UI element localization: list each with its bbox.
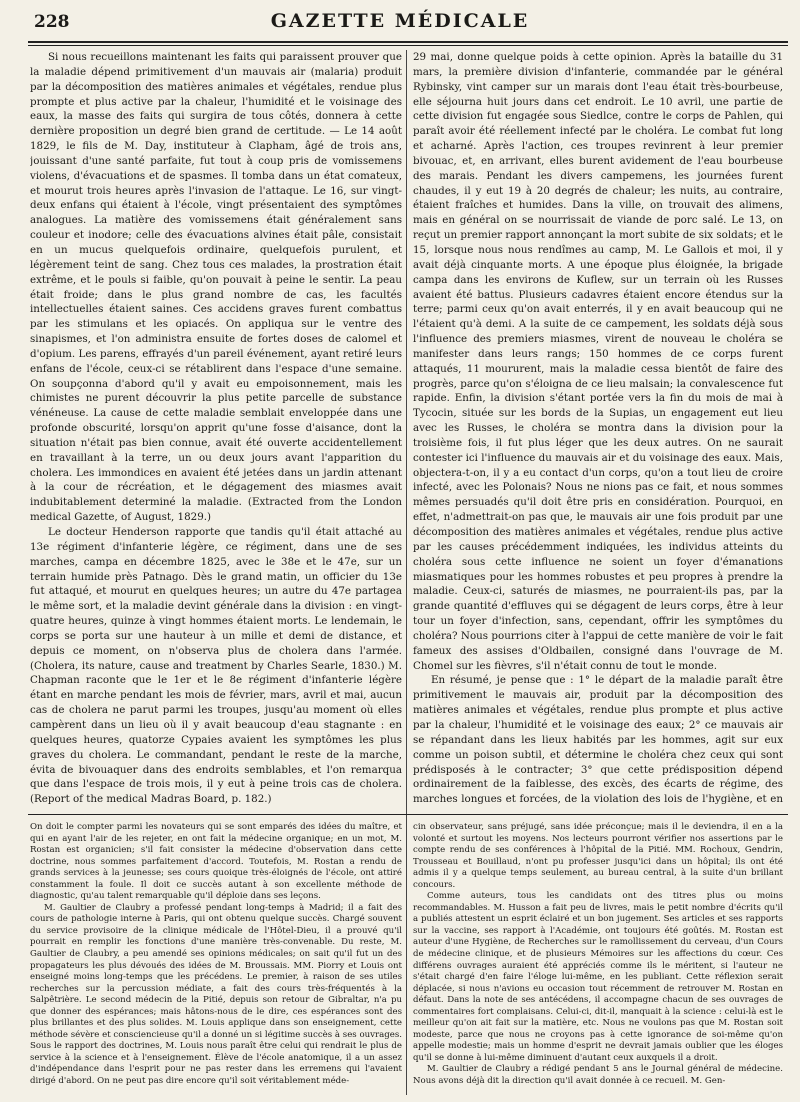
main-column-right	[413, 50, 783, 808]
paragraph: En résumé, je pense que : 1° le départ de la maladie paraît être primitivement le mauvais air, produit par la décomposition des matières animales et végétales, rendue plus prompte et plus active par la chaleur, l'humidité et le voisinage des eaux; 2° ce mauvais air se répandant dans les lieux habités par les hommes, agit sur eux comme un poison subtil, et détermine le choléra chez ceux qui sont prédisposés à le contracter; 3° que cette prédisposition dépend ordinairement de la faiblesse, des excès, des écarts de régime, des marches longues et forcées, de la violation des lois de l'hygiène, et en	[413, 674, 783, 806]
paragraph: Le docteur Henderson rapporte que tandis qu'il était attaché au 13e régiment d'infanterie légère, ce régiment, dans une de ses marches, campa en décembre 1825, avec le 38e et le 47e, sur un terrain humide près Patnago. Dès le grand matin, un officier du 13e fut attaqué, et mourut en quelques heures; un autre du 47e partagea le même sort, et la maladie devint générale dans la division : en vingt-quatre heures, quinze à vingt hommes étaient morts. Le lendemain, le corps se porta sur une hauteur à un mille et demi de distance, et depuis ce moment, on n'observa plus de cholera dans l'armée. (Cholera, its nature, cause and treatment by Charles Searle, 1830.) M. Chapman raconte que le 1er et le 8e régiment d'infanterie légère étant en marche pendant les mois de février, mars, avril et mai, aucun cas de cholera ne parut parmi les troupes, jusqu'au moment où elles campèrent dans un lieu où il y avait beaucoup d'eau stagnante : en quelques heures, quatorze Cypaies avaient les symptômes les plus graves du cholera. Le commandant, pendant le reste de la marche, évita de bivouaquer dans des endroits semblables, et l'on remarqua que dans l'espace de trois mois, il y eut à peine trois cas de cholera. (Report of the medical Madras Board, p. 182.)	[30, 526, 402, 806]
footnote-paragraph: Comme auteurs, tous les candidats ont des titres plus ou moins recommandables. M. Husson a fait peu de livres, mais le petit nombre d'écrits qu'il a publiés attestent un esprit éclairé et un bon jugement. Ses articles et ses rapports sur la vaccine, ses rapport à l'Académie, ont toujours été goûtés. M. Rostan est auteur d'une Hygiène, de Recherches sur le ramollissement du cerveau, d'un Cours de médecine clinique, et de plusieurs Mémoires sur les affections du cœur. Ces différens ouvrages auraient été appréciés comme ils le méritent, si l'auteur ne s'était chargé d'en faire l'éloge lui-même, en les publiant. Cette réflexion serait déplacée, si nous n'avions eu occasion tout récemment de retrouver M. Rostan en défaut. Dans la note de ses antécédens, il accompagne chacun de ses ouvrages de commentaires fort complaisans. Celui-ci, dit-il, manquait à la science : celui-là est le meilleur qu'on ait fait sur la matière, etc. Nous ne voulons pas que M. Rostan soit modeste, parce que nous ne croyons pas à cette ignorance de soi-même qu'on appelle modestie; mais un homme d'esprit ne devrait jamais oublier que les éloges qu'il se donne à lui-même diminuent d'autant ceux auxquels il a droit.	[413, 891, 783, 1063]
footnotes-right	[413, 822, 783, 1098]
page-title: GAZETTE MÉDICALE	[270, 10, 530, 32]
footnote-paragraph: M. Gaultier de Claubry a professé pendant long-temps à Madrid; il a fait des cours de pathologie interne à Paris, qui ont obtenu quelque succès. Chargé souvent du service provisoire de la clinique médicale de l'Hôtel-Dieu, il a prouvé qu'il pourrait en remplir les fonctions d'une manière très-convenable. Du reste, M. Gaultier de Claubry, a peu amendé ses opinions médicales; on sait qu'il fut un des propagateurs les plus dévoués des idées de M. Broussais. MM. Piorry et Louis ont enseigné moins long-temps que les précédens. Le premier, à raison de ses utiles recherches sur la percussion médiate, a fait des cours très-fréquentés à la Salpêtrière. Le second médecin de la Pitié, depuis son retour de Gibraltar, n'a pu que donner des espérances; mais hâtons-nous de le dire, ces espérances sont des plus brillantes et des plus solides. M. Louis applique dans son enseignement, cette méthode sévère et consciencieuse qu'il a donné un si légitime succès à ses ouvrages. Sous le rapport des doctrines, M. Louis nous paraît être celui qui rendrait le plus de service à la science et à l'enseignement. Élève de l'école anatomique, il a un assez d'indépendance dans l'esprit pour ne pas rester dans les erremens qui l'avaient dirigé d'abord. On ne peut pas dire encore qu'il soit véritablement méde-	[30, 902, 402, 1087]
main-column-left	[30, 50, 402, 808]
footnote-paragraph: On doit le compter parmi les novateurs qui se sont emparés des idées du maître, et qui en ayant l'air de les rejeter, en ont fait la médecine organique; en un mot, M. Rostan est organicien; s'il fait consister la médecine d'observation dans cette doctrine, nous sommes parfaitement d'accord. Toutefois, M. Rostan a rendu de grands services à la jeunesse; ses cours quoique très-éloignés de l'école, ont attiré constamment la foule. Il doit ce succès autant à son excellente méthode de diagnostic, qu'au talent remarquable qu'il déploie dans ses leçons.	[30, 822, 402, 902]
footnotes-left	[30, 822, 402, 1098]
header-rule	[28, 41, 788, 43]
column-divider	[406, 50, 407, 1095]
paragraph: 29 mai, donne quelque poids à cette opinion. Après la bataille du 31 mars, la première division d'infanterie, commandée par le général Rybinsky, vint camper sur un marais dont l'eau était très-bourbeuse, elle séjourna huit jours dans cet endroit. Le 10 avril, une partie de cette division fut engagée sous Siedlce, contre le corps de Pahlen, qui paraît avoir été réellement infecté par le choléra. Le combat fut long et acharné. Après l'action, ces troupes revinrent à leur premier bivouac, et, en arrivant, elles burent avidement de l'eau bourbeuse des marais. Pendant les divers campemens, les journées furent chaudes, il y eut 19 à 20 degrés de chaleur; les nuits, au contraire, étaient fraîches et humides. Dans la ville, on trouvait des alimens, mais en général on se nourrissait de viande de porc salé. Le 13, on reçut un premier rapport annonçant la mort subite de six soldats; et le 15, lorsque nous nous rendîmes au camp, M. Le Gallois et moi, il y avait déjà cinquante morts. A une époque plus éloignée, la brigade campa dans les environs de Kuflew, sur un terrain où les Russes avaient été battus. Plusieurs cadavres étaient encore étendus sur la terre; parmi ceux qu'on avait enterrés, il y en avait beaucoup qui ne l'étaient qu'à demi. A la suite de ce campement, les soldats déjà sous l'influence des premiers miasmes, virent de nouveau le choléra se manifester dans leurs rangs; 150 hommes de ce corps furent attaqués, 11 moururent, mais la maladie cessa bientôt de faire des progrès, parce qu'on s'éloigna de ce lieu malsain; la convalescence fut rapide. Enfin, la division s'étant portée vers la fin du mois de mai à Tycocin, située sur les bords de la Supias, un engagement eut lieu avec les Russes, le choléra se montra dans la division pour la troisième fois, il fut plus léger que les deux autres. On ne saurait contester ici l'influence du mauvais air et du voisinage des eaux. Mais, objectera-t-on, il y a eu contact d'un corps, qu'on a tout lieu de croire infecté, avec les Polonais? Nous ne nions pas ce fait, et nous sommes mêmes persuadés qu'il doit être pris en considération. Pourquoi, en effet, n'admettrait-on pas que, le mauvais air une fois produit par une décomposition des matières animales et végétales, rendue plus active par les causes précédemment indiquées, les individus atteints du choléra sous cette influence ne soient un foyer d'émanations miasmatiques pour les hommes robustes et peu propres à prendre la maladie. Ceux-ci, saturés de miasmes, ne pourraient-ils pas, par la grande quantité d'effluves qui se dégagent de leurs corps, être à leur tour un foyer d'infection, sans, cependant, offrir les symptômes du choléra? Nous pourrions citer à l'appui de cette manière de voir le fait fameux des assises d'Oldbailen, consigné dans l'ouvrage de M. Chomel sur les fièvres, s'il n'était connu de tout le monde.	[413, 51, 783, 672]
paragraph	[30, 807, 402, 808]
footnote-paragraph: cin observateur, sans préjugé, sans idée préconçue; mais il le deviendra, il en a la volonté et surtout les moyens. Nos lecteurs pourront vérifier nos assertions par le compte rendu de ses conférences à l'hôpital de la Pitié. MM. Rochoux, Gendrin, Trousseau et Bouillaud, n'ont pu professer jusqu'ici dans un hôpital; ils ont été admis il y a quelque temps seulement, au bureau central, à la suite d'un brillant concours.	[413, 822, 783, 890]
page-number: 228	[34, 12, 70, 32]
footnote-paragraph: M. Gaultier de Claubry a rédigé pendant 5 ans le Journal général de médecine. Nous avons déjà dit la direction qu'il avait donnée à ce recueil. M. Gen-	[413, 1064, 783, 1087]
paragraph: Si nous recueillons maintenant les faits qui paraissent prouver que la maladie dépend primitivement d'un mauvais air (malaria) produit par la décomposition des matières animales et végétales, rendue plus prompte et plus active par la chaleur, l'humidité et le voisinage des eaux, la masse des faits qui surgira de tous côtés, donnera à cette dernière proposition un degré bien grand de certitude. — Le 14 août 1829, le fils de M. Day, instituteur à Clapham, âgé de trois ans, jouissant d'une santé parfaite, fut tout à coup pris de vomissemens violens, d'évacuations et de spasmes. Il tomba dans un état comateux, et mourut trois heures après l'invasion de l'attaque. Le 16, sur vingt-deux enfans qui étaient à l'école, vingt présentaient des symptômes analogues. La matière des vomissemens était généralement sans couleur et inodore; celle des évacuations alvines était pâle, consistait en un mucus quelquefois ordinaire, quelquefois purulent, et légèrement teint de sang. Chez tous ces malades, la prostration était extrême, et le pouls si faible, qu'on pouvait à peine le sentir. La peau était froide; dans le plus grand nombre de cas, les facultés intellectuelles étaient saines. Ces accidens graves furent combattus par les stimulans et les opiacés. On appliqua sur le ventre des sinapismes, et l'on administra ensuite de fortes doses de calomel et d'opium. Les parens, effrayés d'un pareil événement, ayant retiré leurs enfans de l'école, ceux-ci se rétablirent dans l'espace d'une semaine. On soupçonna d'abord qu'il y avait eu empoisonnement, mais les chimistes ne purent découvrir la plus petite parcelle de substance vénéneuse. La cause de cette maladie semblait enveloppée dans une profonde obscurité, lorsqu'on apprit qu'une fosse d'aisance, dont la situation n'était pas bien connue, avait été ouverte accidentellement en travaillant à la terre, un ou deux jours avant l'apparition du cholera. Les immondices en avaient été jetées dans un jardin attenant à la cour de récréation, et le dégagement des miasmes avait indubitablement determiné la maladie. (Extracted from the London medical Gazette, of August, 1829.)	[30, 51, 402, 524]
header-rule-thin	[28, 45, 788, 46]
notes-rule	[28, 814, 788, 815]
